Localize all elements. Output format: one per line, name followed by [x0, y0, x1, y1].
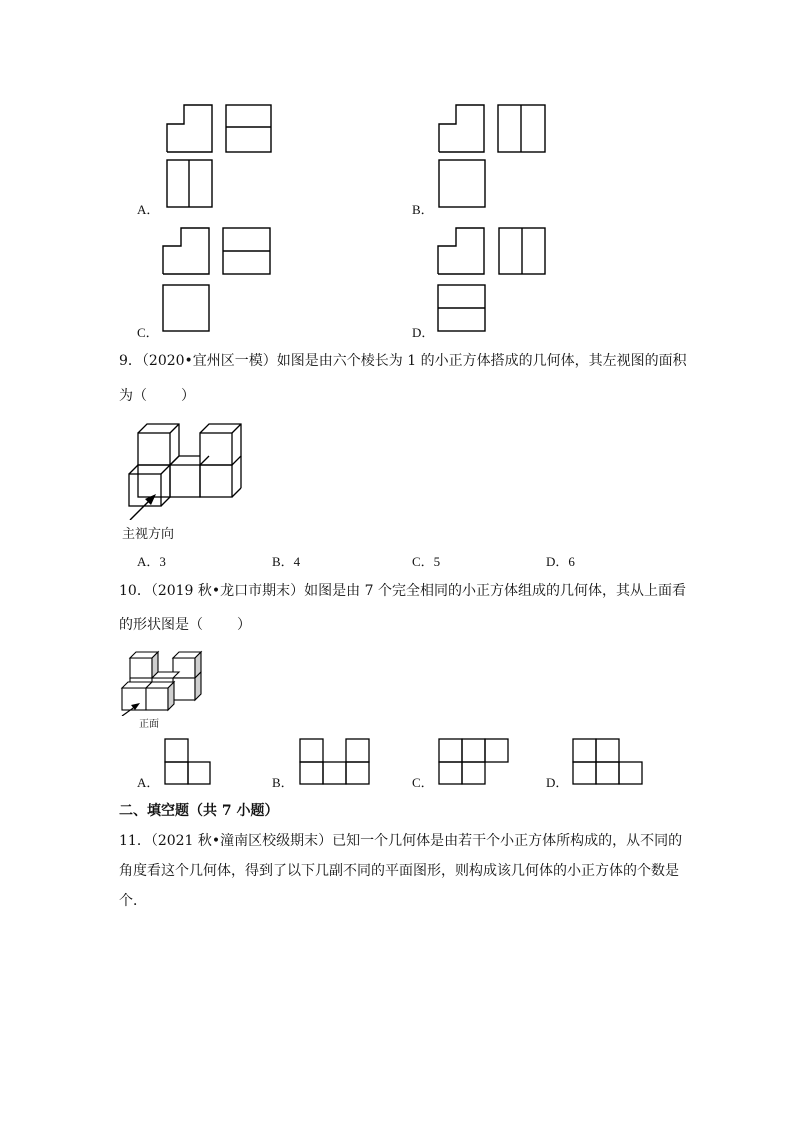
q10-option-d-figure: [568, 734, 648, 786]
q10-option-c-figure: [434, 734, 514, 786]
q9-figure-caption: 主视方向: [122, 527, 175, 542]
q9-option-b[interactable]: B．4: [272, 554, 301, 569]
q10-option-c-label[interactable]: C．: [412, 775, 434, 790]
q8-option-d-label[interactable]: D．: [412, 325, 435, 340]
q9-cube-figure: [118, 420, 253, 520]
section-title: 二、填空题（共 7 小题）: [119, 803, 279, 819]
q9-option-c[interactable]: C．5: [412, 554, 441, 569]
q8-option-a-figure: [160, 100, 280, 215]
q9-option-d[interactable]: D．6: [546, 554, 575, 569]
q10-stem-prefix: 的形状图是（: [119, 617, 203, 633]
q8-option-b-label[interactable]: B．: [412, 202, 434, 217]
q10-option-b-figure: [295, 734, 375, 786]
q9-option-a[interactable]: A．3: [137, 554, 166, 569]
q8-option-d-figure: [432, 223, 552, 338]
q10-stem-line1: 10．（2019 秋•龙口市期末）如图是由 7 个完全相同的小正方体组成的几何体，其从上面看: [119, 583, 686, 599]
q11-stem-line3: 个．: [119, 893, 147, 909]
q10-option-a-label[interactable]: A．: [137, 775, 160, 790]
q11-stem-line2: 角度看这个几何体，得到了以下几副不同的平面图形，则构成该几何体的小正方体的个数是: [119, 863, 679, 879]
q8-option-a-label[interactable]: A．: [137, 202, 160, 217]
q10-stem-suffix: ）: [237, 617, 251, 633]
q10-option-a-figure: [160, 734, 216, 786]
q9-stem-line1: 9．（2020•宜州区一模）如图是由六个棱长为 1 的小正方体搭成的几何体，其左视图的面积: [119, 353, 687, 369]
q11-stem-line1: 11．（2021 秋•潼南区校级期末）已知一个几何体是由若干个小正方体所构成的，从不同的: [119, 833, 683, 849]
q8-option-c-figure: [157, 223, 277, 338]
q9-stem-line2: [119, 381, 195, 411]
q10-option-b-label[interactable]: B．: [272, 775, 294, 790]
q9-stem-prefix: 为（: [119, 388, 147, 404]
q10-stem-line2: [119, 610, 251, 640]
q10-option-d-label[interactable]: D．: [546, 775, 569, 790]
q10-cube-figure: [118, 650, 208, 716]
q9-stem-suffix: ）: [181, 388, 195, 404]
q10-figure-caption: 正面: [139, 719, 159, 730]
q8-option-b-figure: [432, 100, 552, 215]
q8-option-c-label[interactable]: C．: [137, 325, 159, 340]
